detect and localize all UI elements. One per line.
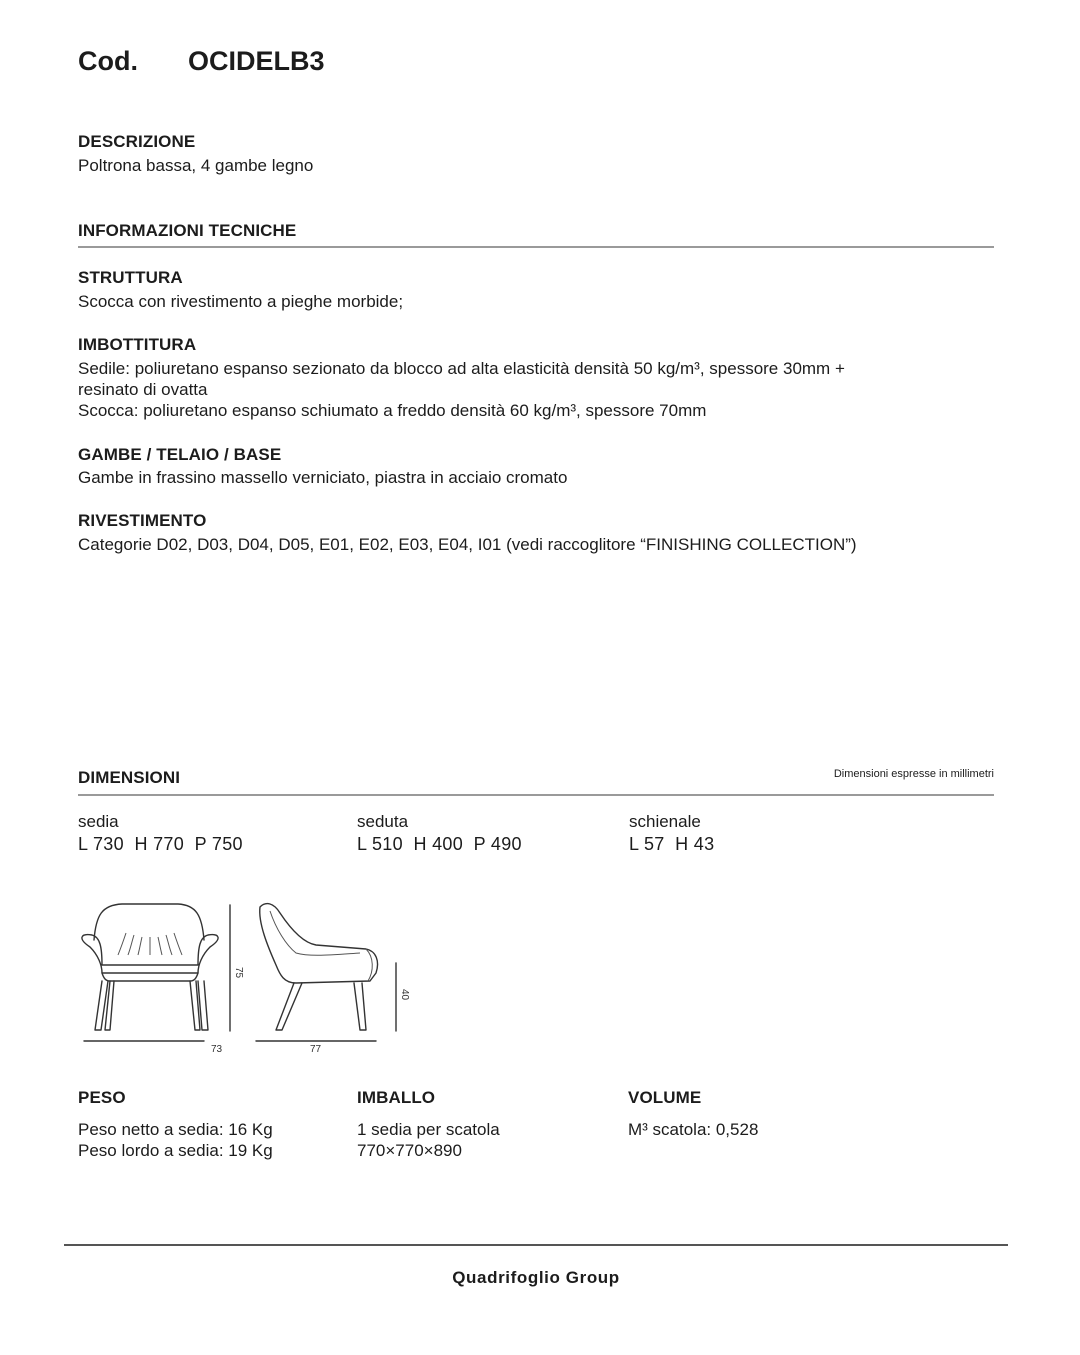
descrizione-text: Poltrona bassa, 4 gambe legno <box>78 156 314 175</box>
dim-seduta-label: seduta <box>357 812 409 831</box>
code-label: Cod. <box>78 46 138 76</box>
product-code <box>78 46 325 77</box>
volume-text <box>628 1119 758 1140</box>
struttura-text: Scocca con rivestimento a pieghe morbide; <box>78 292 404 311</box>
front-width-label: 73 <box>211 1044 223 1055</box>
dim-seduta <box>357 812 522 855</box>
gambe-title: GAMBE / TELAIO / BASE <box>78 445 282 464</box>
info-divider <box>78 246 994 248</box>
brand-logo: Quadrifoglio Group <box>452 1268 620 1287</box>
dim-schienale-label: schienale <box>629 812 701 831</box>
peso-netto: Peso netto a sedia: 16 Kg <box>78 1120 273 1139</box>
volume-value: M³ scatola: 0,528 <box>628 1120 759 1139</box>
armchair-technical-drawing <box>70 895 420 1065</box>
imbottitura-line-2: resinato di ovatta <box>78 380 208 399</box>
side-depth-label: 77 <box>310 1044 322 1055</box>
front-height-label: 75 <box>233 967 244 979</box>
imbottitura-title: IMBOTTITURA <box>78 335 197 354</box>
dim-schienale <box>629 812 714 855</box>
dim-sedia-value: L 730 H 770 P 750 <box>78 834 243 854</box>
volume-title: VOLUME <box>628 1088 702 1107</box>
info-title: INFORMAZIONI TECNICHE <box>78 221 297 240</box>
struttura-title: STRUTTURA <box>78 268 183 287</box>
peso-lordo: Peso lordo a sedia: 19 Kg <box>78 1141 273 1160</box>
imballo-text <box>357 1119 500 1161</box>
imbottitura-text <box>78 358 1018 421</box>
side-view-drawing <box>256 904 410 1055</box>
code-value: OCIDELB3 <box>188 46 325 76</box>
rivestimento-title: RIVESTIMENTO <box>78 511 207 530</box>
dim-seduta-value: L 510 H 400 P 490 <box>357 834 522 854</box>
dim-schienale-value: L 57 H 43 <box>629 834 715 854</box>
dim-sedia <box>78 812 243 855</box>
front-view-drawing <box>82 904 244 1055</box>
side-seat-height-label: 40 <box>399 989 410 1001</box>
descrizione-title: DESCRIZIONE <box>78 132 196 151</box>
dimensioni-note: Dimensioni espresse in millimetri <box>833 768 994 780</box>
footer-divider <box>64 1244 1008 1246</box>
imbottitura-line-1: Sedile: poliuretano espanso sezionato da blocco ad alta elasticità densità 50 kg/m³, spessore 30mm + <box>78 359 845 378</box>
imballo-title: IMBALLO <box>357 1088 436 1107</box>
imbottitura-line-3: Scocca: poliuretano espanso schiumato a freddo densità 60 kg/m³, spessore 70mm <box>78 401 707 420</box>
dimensioni-title: DIMENSIONI <box>78 768 181 787</box>
peso-title: PESO <box>78 1088 126 1107</box>
gambe-text: Gambe in frassino massello verniciato, piastra in acciaio cromato <box>78 468 568 487</box>
dimensioni-divider <box>78 794 994 796</box>
peso-text <box>78 1119 273 1161</box>
imballo-quantity: 1 sedia per scatola <box>357 1120 500 1139</box>
imballo-size: 770×770×890 <box>357 1141 462 1160</box>
rivestimento-text: Categorie D02, D03, D04, D05, E01, E02, E03, E04, I01 (vedi raccoglitore “FINISHING COLLECTION”) <box>78 535 857 554</box>
dim-sedia-label: sedia <box>78 812 119 831</box>
